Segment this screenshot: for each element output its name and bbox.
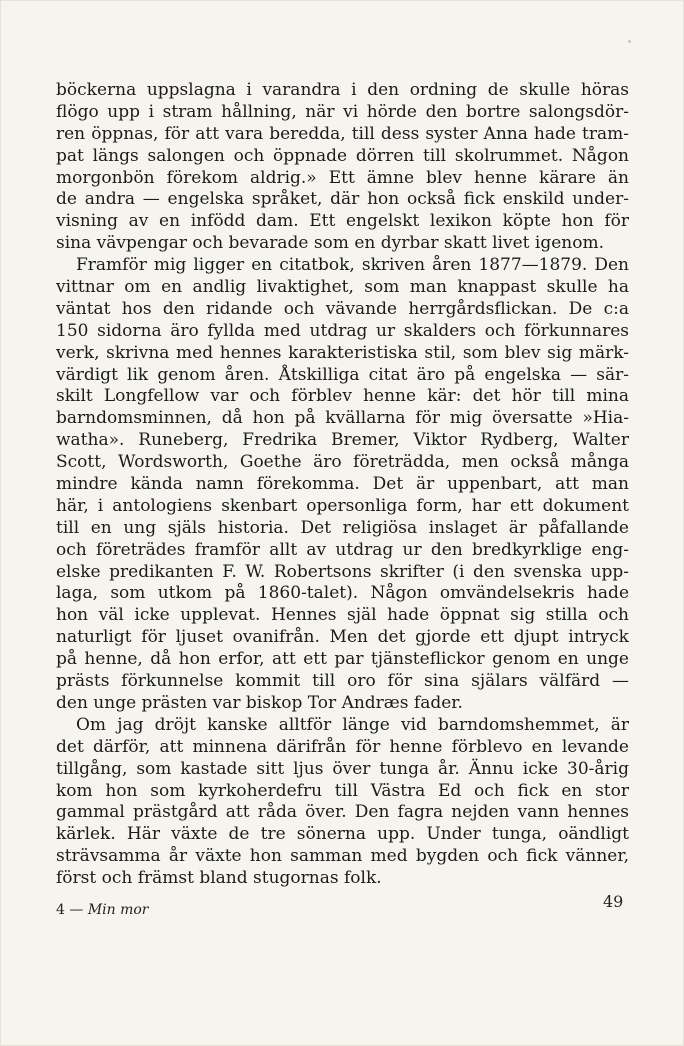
text-line: visning av en infödd dam. Ett engelskt lexikon köpte hon för — [56, 211, 629, 232]
text-line: de andra — engelska språket, där hon också fick enskild under- — [56, 189, 629, 210]
text-line: mindre kända namn förekomma. Det är uppenbart, att man — [56, 474, 629, 495]
text-line: pat längs salongen och öppnade dörren till skolrummet. Någon — [56, 145, 629, 166]
text-line: morgonbön förekom aldrig.» Ett ämne blev henne kärare än — [56, 167, 629, 188]
text-line: strävsamma år växte hon samman med bygden och fick vänner, — [56, 846, 629, 867]
text-line: till en ung själs historia. Det religiösa inslaget är påfallande — [56, 517, 629, 538]
text-line: 150 sidorna äro fyllda med utdrag ur skalders och förkunnares — [56, 320, 629, 341]
signature-number: 4 — [56, 902, 65, 918]
text-line: prästs förkunnelse kommit till oro för sina själars välfärd — — [56, 671, 629, 692]
text-line: väntat hos den ridande och vävande herrgårdsflickan. De c:a — [56, 298, 629, 319]
text-line: tillgång, som kastade sitt ljus över tunga år. Ännu icke 30-årig — [56, 758, 629, 779]
text-line: laga, som utkom på 1860-talet). Någon omvändelsekris hade — [56, 583, 629, 604]
text-line: värdigt lik genom åren. Åtskilliga citat äro på engelska — sär- — [56, 364, 629, 385]
text-line: böckerna uppslagna i varandra i den ordning de skulle höras — [56, 80, 629, 100]
paper-speck — [628, 40, 631, 43]
text-line: Scott, Wordsworth, Goethe äro företrädda, men också många — [56, 452, 629, 473]
text-line: ren öppnas, för att vara beredda, till dess syster Anna hade tram- — [56, 123, 629, 144]
text-line: det därför, att minnena därifrån för henne förblevo en levande — [56, 736, 629, 757]
text-line: vittnar om en andlig livaktighet, som man knappast skulle ha — [56, 277, 629, 298]
paragraph-start-line: Om jag dröjt kanske alltför länge vid barndomshemmet, är — [76, 714, 629, 735]
text-line: gammal prästgård att råda över. Den fagra nejden vann hennes — [56, 802, 629, 823]
text-line: verk, skrivna med hennes karakteristiska stil, som blev sig märk- — [56, 342, 629, 363]
text-line: watha». Runeberg, Fredrika Bremer, Viktor Rydberg, Walter — [56, 430, 629, 451]
text-line: den unge prästen var biskop Tor Andræs fader. — [56, 692, 463, 713]
signature-mark — [56, 902, 149, 918]
body-text — [56, 80, 629, 890]
text-line: och företrädes framför allt av utdrag ur den bredkyrklige eng- — [56, 539, 629, 560]
text-line: elske predikanten F. W. Robertsons skrifter (i den svenska upp- — [56, 561, 629, 582]
signature-title: Min mor — [87, 902, 149, 918]
text-line: först och främst bland stugornas folk. — [56, 868, 382, 889]
text-line: kärlek. Här växte de tre sönerna upp. Under tunga, oändligt — [56, 824, 629, 845]
page-number: 49 — [603, 892, 624, 911]
text-line: på henne, då hon erfor, att ett par tjänsteflickor genom en unge — [56, 649, 629, 670]
text-line: flögo upp i stram hållning, när vi hörde den bortre salongsdör- — [56, 101, 629, 122]
paragraph-start-line: Framför mig ligger en citatbok, skriven åren 1877—1879. Den — [76, 255, 629, 276]
text-line: kom hon som kyrkoherdefru till Västra Ed och fick en stor — [56, 780, 629, 801]
signature-dash: — — [69, 902, 84, 918]
text-line: sina vävpengar och bevarade som en dyrbar skatt livet igenom. — [56, 233, 604, 254]
text-line: skilt Longfellow var och förblev henne kär: det hör till mina — [56, 386, 629, 407]
text-line: barndomsminnen, då hon på kvällarna för mig översatte »Hia- — [56, 408, 629, 429]
text-line: naturligt för ljuset ovanifrån. Men det gjorde ett djupt intryck — [56, 627, 629, 648]
text-line: hon väl icke upplevat. Hennes själ hade öppnat sig stilla och — [56, 605, 629, 626]
text-line: här, i antologiens skenbart opersonliga form, har ett dokument — [56, 495, 629, 516]
